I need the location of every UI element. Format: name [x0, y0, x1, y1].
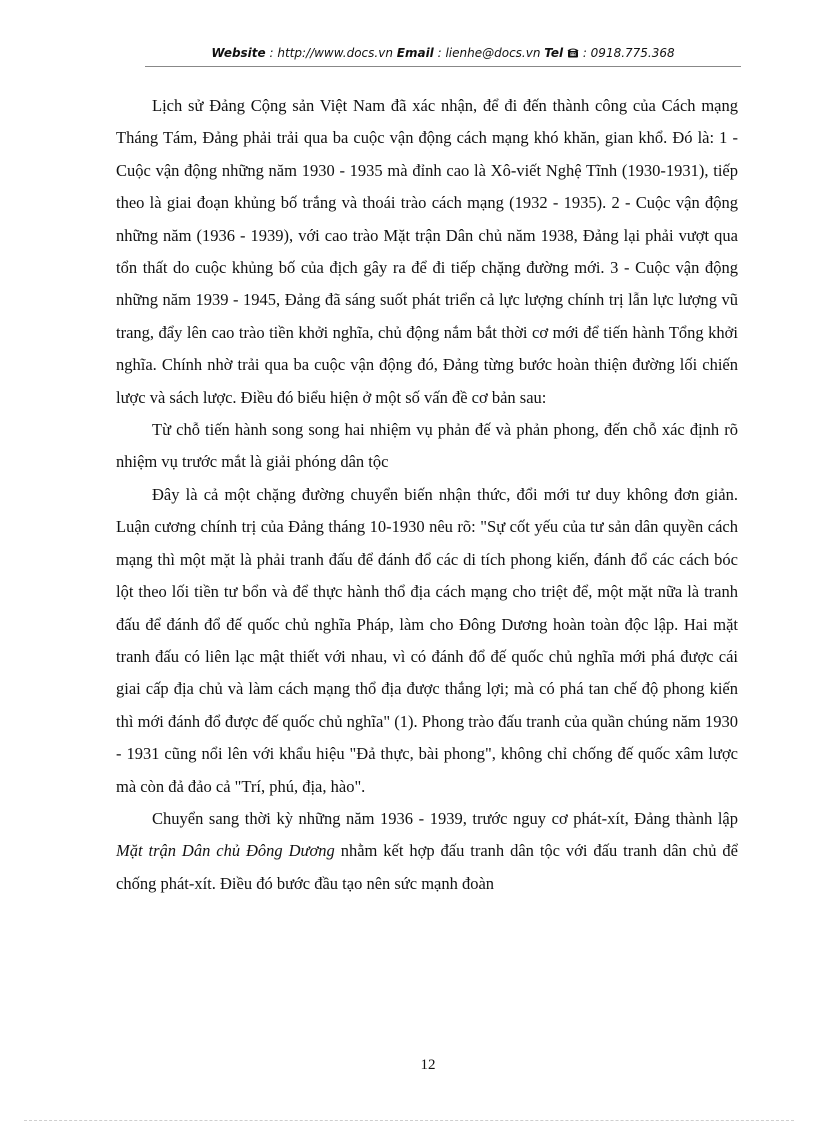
website-label: Website [211, 46, 266, 60]
paragraph-2: Từ chỗ tiến hành song song hai nhiệm vụ phản đế và phản phong, đến chỗ xác định rõ nhiệm vụ trước mắt là giải phóng dân tộc [116, 420, 738, 472]
page-bottom-border [24, 1120, 794, 1121]
paragraph-4 [116, 803, 738, 900]
website-link[interactable]: http://www.docs.vn [277, 46, 393, 60]
paragraph-4-start: Chuyển sang thời kỳ những năm 1936 - 1939, trước nguy cơ phát-xít, Đảng thành lập [152, 808, 738, 828]
phone-icon [567, 47, 579, 61]
email-label: Email [396, 46, 434, 60]
front-name-italic: Mặt trận Dân chủ Đông Dương [116, 841, 335, 861]
paragraph-4-end: nhằm kết hợp đấu tranh dân tộc với đấu tranh dân chủ để chống phát-xít. Điều đó bước đầu tạo nên sức mạnh đoàn [116, 841, 738, 893]
page-number: 12 [420, 1057, 436, 1073]
email-link[interactable]: lienhe@docs.vn [445, 46, 541, 60]
header-divider [145, 66, 741, 67]
document-body [116, 90, 738, 900]
page-header: Website : http://www.docs.vn Email : lienhe@docs.vn Tel : 0918.775.368 [211, 46, 675, 60]
paragraph-3: Đây là cả một chặng đường chuyển biến nhận thức, đổi mới tư duy không đơn giản. Luận cương chính trị của Đảng tháng 10-1930 nêu rõ: "Sự cốt yếu của tư sản dân quyền cách mạng thì một mặt là phải tranh đấu để đánh đổ các di tích phong kiến, đánh đổ các cách bóc lột theo lối tiền tư bổn và để thực hành thổ địa cách mạng cho triệt để, một mặt nữa là tranh đấu để đánh đổ đế quốc chủ nghĩa Pháp, làm cho Đông Dương hoàn toàn độc lập. Hai mặt tranh đấu có liên lạc mật thiết với nhau, vì có đánh đổ đế quốc chủ nghĩa mới phá được cái giai cấp địa chủ và làm cách mạng thổ địa được thắng lợi; mà có phá tan chế độ phong kiến thì mới đánh đổ được đế quốc chủ nghĩa" (1). Phong trào đấu tranh của quần chúng năm 1930 - 1931 cũng nổi lên với khẩu hiệu "Đả thực, bài phong", không chỉ chống đế quốc xâm lược mà còn đả đảo cả "Trí, phú, địa, hào". [116, 484, 738, 796]
tel-number: 0918.775.368 [590, 46, 675, 60]
phone-icon-graphic [567, 47, 579, 58]
tel-label: Tel [544, 46, 564, 60]
paragraph-1: Lịch sử Đảng Cộng sản Việt Nam đã xác nhận, để đi đến thành công của Cách mạng Tháng Tám, Đảng phải trải qua ba cuộc vận động cách mạng khó khăn, gian khổ. Đó là: 1 - Cuộc vận động những năm 1930 - 1935 mà đỉnh cao là Xô-viết Nghệ Tĩnh (1930-1931), tiếp theo là giai đoạn khủng bố trắng và thoái trào cách mạng (1932 - 1935). 2 - Cuộc vận động những năm (1936 - 1939), với cao trào Mặt trận Dân chủ năm 1938, Đảng lại phải vượt qua tổn thất do cuộc khủng bố của địch gây ra để đi tiếp chặng đường mới. 3 - Cuộc vận động những năm 1939 - 1945, Đảng đã sáng suốt phát triển cả lực lượng chính trị lẫn lực lượng vũ trang, đẩy lên cao trào tiền khởi nghĩa, chủ động nắm bắt thời cơ mới để tiến hành Tổng khởi nghĩa. Chính nhờ trải qua ba cuộc vận động đó, Đảng từng bước hoàn thiện đường lối chiến lược và sách lược. Điều đó biểu hiện ở một số vấn đề cơ bản sau: [116, 96, 738, 407]
